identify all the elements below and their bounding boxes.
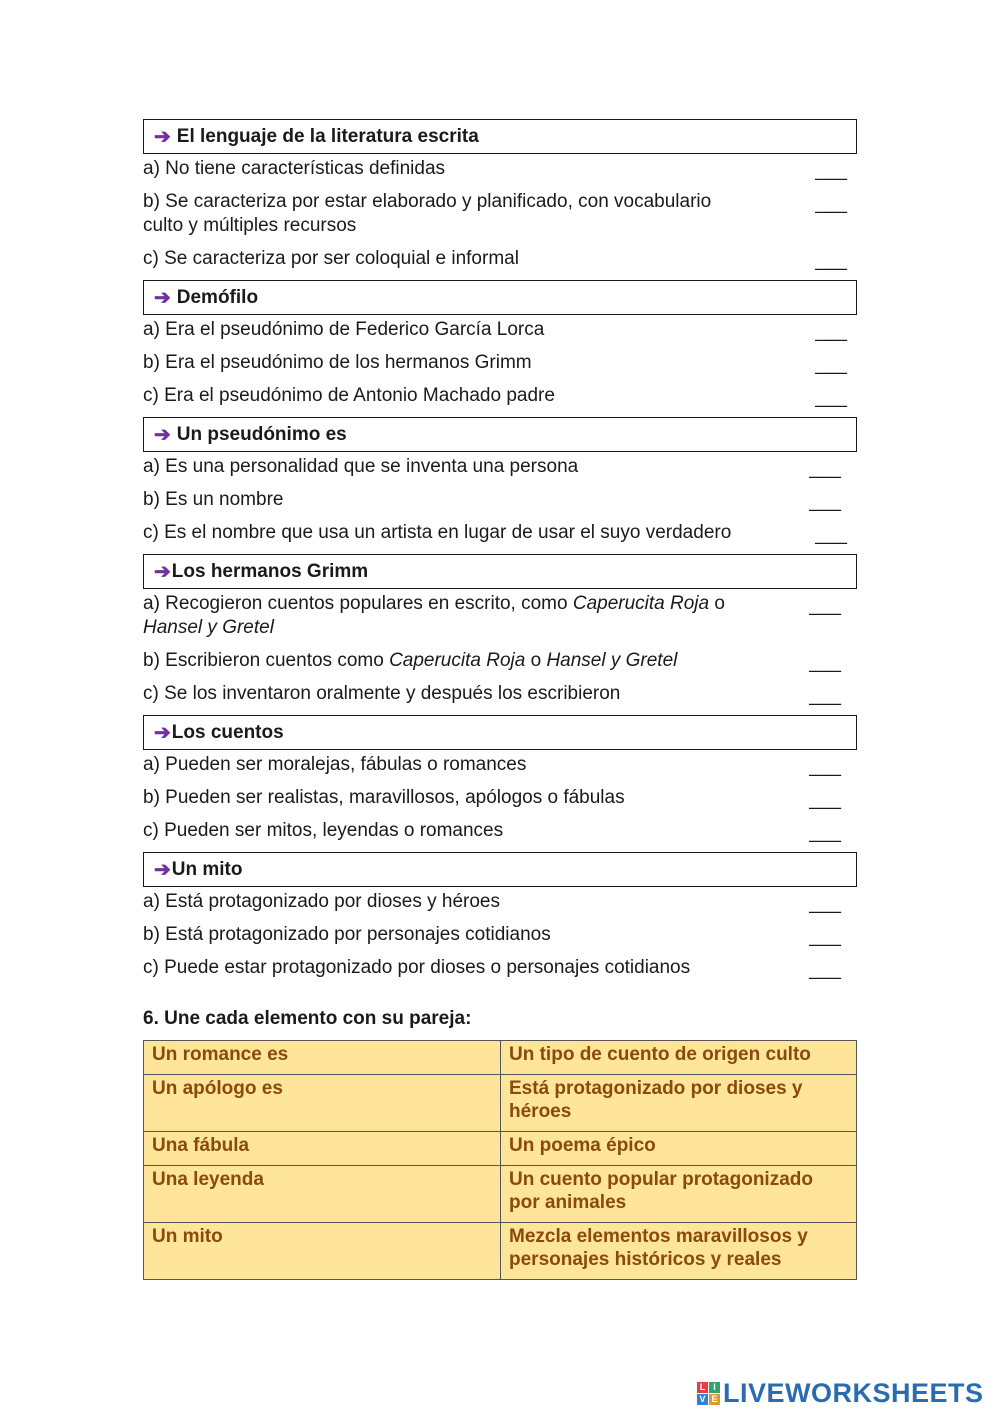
arrow-icon: ➔ xyxy=(154,287,171,309)
answer-blank[interactable]: ___ xyxy=(815,524,847,545)
section-title: Un pseudónimo es xyxy=(176,423,347,445)
logo-letter: E xyxy=(709,1394,720,1405)
answer-blank[interactable]: ___ xyxy=(815,354,847,375)
option-text: b) Pueden ser realistas, maravillosos, apólogos o fábulas xyxy=(143,787,625,808)
option-c xyxy=(143,956,857,980)
table-row xyxy=(144,1041,857,1075)
answer-blank[interactable]: ___ xyxy=(809,458,841,479)
match-left-cell[interactable]: Una leyenda xyxy=(144,1166,501,1223)
question-section xyxy=(143,417,857,545)
logo-mark-icon xyxy=(697,1382,720,1405)
match-right-cell[interactable]: Un poema épico xyxy=(501,1132,857,1166)
option-b xyxy=(143,649,857,673)
logo-letter: L xyxy=(697,1382,708,1393)
option-text: b) Escribieron cuentos como xyxy=(143,650,390,671)
section-header xyxy=(143,417,857,452)
match-right-cell[interactable]: Mezcla elementos maravillosos y personajes históricos y reales xyxy=(501,1223,857,1280)
section-title: Los hermanos Grimm xyxy=(171,560,369,582)
answer-blank[interactable]: ___ xyxy=(809,756,841,777)
logo-text: LIVEWORKSHEETS xyxy=(723,1378,984,1408)
question-section xyxy=(143,852,857,980)
option-text: b) Es un nombre xyxy=(143,489,284,510)
worksheet xyxy=(143,119,857,1280)
answer-blank[interactable]: ___ xyxy=(809,685,841,706)
question-section xyxy=(143,119,857,271)
answer-blank[interactable]: ___ xyxy=(809,491,841,512)
answer-blank[interactable]: ___ xyxy=(809,822,841,843)
table-row xyxy=(144,1223,857,1280)
section-header xyxy=(143,554,857,589)
option-text: c) Puede estar protagonizado por dioses o personajes cotidianos xyxy=(143,957,691,978)
option-text: b) Se caracteriza por estar elaborado y planificado, con vocabulario culto y múltiples recursos xyxy=(143,191,712,236)
question-6-title: 6. Une cada elemento con su pareja: xyxy=(143,1008,472,1029)
option-text: c) Se los inventaron oralmente y después los escribieron xyxy=(143,683,621,704)
option-a xyxy=(143,753,857,777)
answer-blank[interactable]: ___ xyxy=(809,959,841,980)
table-row xyxy=(144,1075,857,1132)
option-b xyxy=(143,923,857,947)
option-b xyxy=(143,190,857,238)
section-title: Los cuentos xyxy=(171,721,284,743)
section-header xyxy=(143,852,857,887)
arrow-icon: ➔ xyxy=(154,722,171,744)
option-c xyxy=(143,247,857,271)
option-b xyxy=(143,488,857,512)
answer-blank[interactable]: ___ xyxy=(815,321,847,342)
story-title: Hansel y Gretel xyxy=(143,617,274,638)
option-text: c) Era el pseudónimo de Antonio Machado padre xyxy=(143,385,555,406)
option-text: c) Pueden ser mitos, leyendas o romances xyxy=(143,820,504,841)
story-title: Caperucita Roja xyxy=(389,650,526,671)
option-a xyxy=(143,890,857,914)
match-left-cell[interactable]: Un mito xyxy=(144,1223,501,1280)
story-title: Hansel y Gretel xyxy=(546,650,678,671)
option-text: a) Recogieron cuentos populares en escrito, como xyxy=(143,593,573,614)
option-text: a) Era el pseudónimo de Federico García Lorca xyxy=(143,319,545,340)
question-section xyxy=(143,554,857,706)
table-row xyxy=(144,1166,857,1223)
option-b xyxy=(143,351,857,375)
section-title: Demófilo xyxy=(176,286,259,308)
option-a xyxy=(143,592,857,640)
arrow-icon: ➔ xyxy=(154,424,171,446)
section-title: Un mito xyxy=(171,858,243,880)
option-b xyxy=(143,786,857,810)
option-text: a) Está protagonizado por dioses y héroes xyxy=(143,891,500,912)
option-text: a) No tiene características definidas xyxy=(143,158,446,179)
answer-blank[interactable]: ___ xyxy=(809,652,841,673)
answer-blank[interactable]: ___ xyxy=(815,250,847,271)
match-right-cell[interactable]: Un cuento popular protagonizado por animales xyxy=(501,1166,857,1223)
match-left-cell[interactable]: Un apólogo es xyxy=(144,1075,501,1132)
question-section xyxy=(143,715,857,843)
logo-letter: V xyxy=(697,1394,708,1405)
option-a xyxy=(143,318,857,342)
matching-table xyxy=(143,1040,857,1280)
section-header xyxy=(143,119,857,154)
answer-blank[interactable]: ___ xyxy=(809,926,841,947)
answer-blank[interactable]: ___ xyxy=(809,789,841,810)
section-header xyxy=(143,715,857,750)
option-c xyxy=(143,819,857,843)
match-right-cell[interactable]: Un tipo de cuento de origen culto xyxy=(501,1041,857,1075)
option-a xyxy=(143,455,857,479)
match-left-cell[interactable]: Una fábula xyxy=(144,1132,501,1166)
option-text: a) Es una personalidad que se inventa una persona xyxy=(143,456,579,477)
option-a xyxy=(143,157,857,181)
table-row xyxy=(144,1132,857,1166)
story-title: Caperucita Roja xyxy=(572,593,710,614)
option-text: b) Está protagonizado por personajes cotidianos xyxy=(143,924,551,945)
option-c xyxy=(143,521,857,545)
option-text: b) Era el pseudónimo de los hermanos Grimm xyxy=(143,352,532,373)
option-c xyxy=(143,682,857,706)
option-text: o xyxy=(709,593,725,614)
arrow-icon: ➔ xyxy=(154,126,171,148)
section-header xyxy=(143,280,857,315)
match-right-cell[interactable]: Está protagonizado por dioses y héroes xyxy=(501,1075,857,1132)
option-text: c) Es el nombre que usa un artista en lugar de usar el suyo verdadero xyxy=(143,522,732,543)
option-text: a) Pueden ser moralejas, fábulas o romances xyxy=(143,754,527,775)
answer-blank[interactable]: ___ xyxy=(809,595,841,616)
match-left-cell[interactable]: Un romance es xyxy=(144,1041,501,1075)
option-c xyxy=(143,384,857,408)
arrow-icon: ➔ xyxy=(154,561,171,583)
arrow-icon: ➔ xyxy=(154,859,171,881)
liveworksheets-logo[interactable] xyxy=(697,1378,984,1409)
option-text: c) Se caracteriza por ser coloquial e informal xyxy=(143,248,519,269)
logo-letter: I xyxy=(709,1382,720,1393)
answer-blank[interactable]: ___ xyxy=(815,387,847,408)
answer-blank[interactable]: ___ xyxy=(815,193,847,214)
question-section xyxy=(143,280,857,408)
option-text: o xyxy=(525,650,547,671)
answer-blank[interactable]: ___ xyxy=(815,160,847,181)
answer-blank[interactable]: ___ xyxy=(809,893,841,914)
section-title: El lenguaje de la literatura escrita xyxy=(176,125,479,147)
